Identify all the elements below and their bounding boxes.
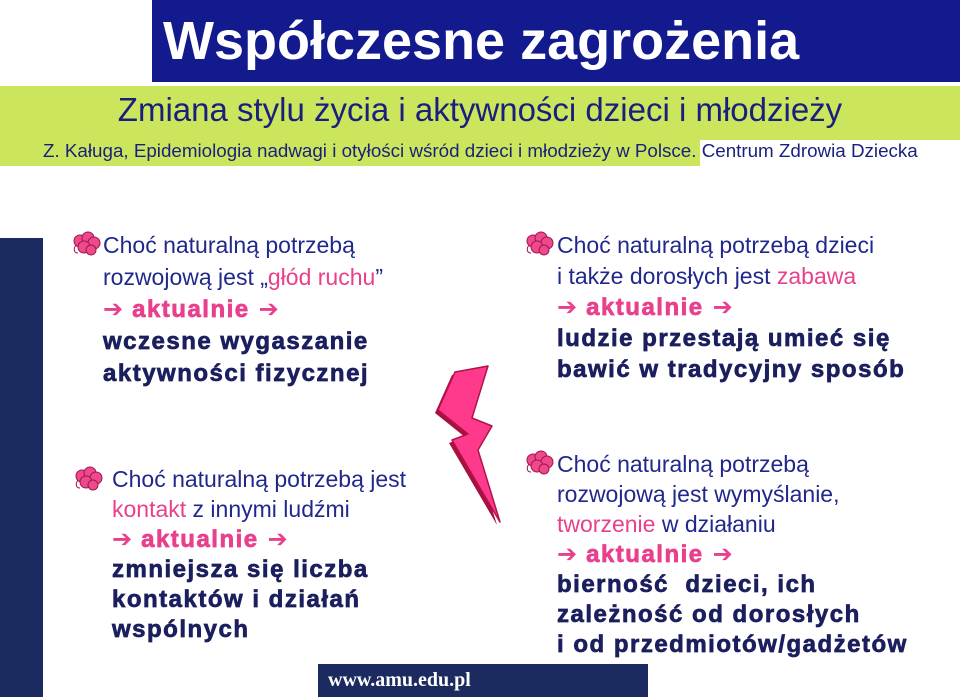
need-text: rozwojową jest wymyślanie, bbox=[557, 481, 840, 507]
need-highlight: zabawa bbox=[776, 263, 857, 289]
heart-bullet-icon bbox=[71, 231, 101, 257]
effect-text: i od przedmiotów/gadżetów bbox=[557, 631, 908, 658]
citation-text: Z. Kaługa, Epidemiologia nadwagi i otyłości wśród dzieci i młodzieży w Polsce. bbox=[43, 140, 702, 161]
effect-text: aktywności fizycznej bbox=[103, 360, 370, 387]
need-line bbox=[557, 479, 908, 509]
need-line bbox=[557, 449, 908, 479]
effect-text: ludzie przestają umieć się bbox=[557, 325, 891, 352]
arrow-right-icon: ➔ bbox=[258, 295, 279, 323]
trend-line bbox=[103, 293, 383, 326]
arrow-right-icon: ➔ bbox=[557, 293, 578, 321]
need-text: rozwojową jest „ bbox=[103, 264, 268, 290]
slide-title: Współczesne zagrożenia bbox=[163, 11, 800, 71]
need-text: ” bbox=[375, 264, 383, 290]
trend-label: aktualnie bbox=[141, 526, 259, 553]
arrow-right-icon: ➔ bbox=[112, 525, 133, 553]
need-line bbox=[103, 229, 383, 261]
source-citation bbox=[43, 140, 918, 162]
need-text: w działaniu bbox=[655, 511, 776, 537]
trend-label: aktualnie bbox=[586, 294, 704, 321]
need-highlight: głód ruchu bbox=[267, 264, 376, 290]
need-text: Choć naturalną potrzebą dzieci bbox=[557, 232, 875, 258]
need-highlight: kontakt bbox=[112, 496, 187, 522]
trend-line bbox=[557, 292, 905, 323]
arrow-right-icon: ➔ bbox=[712, 293, 733, 321]
footer-bar bbox=[318, 664, 648, 697]
effect-line bbox=[112, 555, 406, 585]
trend-line bbox=[557, 539, 908, 570]
effect-text: wspólnych bbox=[112, 616, 250, 643]
effect-line bbox=[557, 600, 908, 630]
title-bar bbox=[152, 0, 960, 82]
effect-line bbox=[112, 615, 406, 645]
need-line bbox=[112, 464, 406, 494]
heart-bullet-icon bbox=[524, 450, 554, 476]
effect-line bbox=[557, 570, 908, 600]
heart-bullet-icon bbox=[73, 466, 103, 492]
trend-line bbox=[112, 524, 406, 555]
block-play bbox=[557, 230, 905, 385]
need-text: Choć naturalną potrzebą bbox=[557, 451, 809, 477]
effect-text: bawić w tradycyjny sposób bbox=[557, 356, 906, 383]
slide-subtitle: Zmiana stylu życia i aktywności dzieci i młodzieży bbox=[117, 91, 843, 128]
need-line bbox=[557, 230, 905, 261]
effect-text: zależność od dorosłych bbox=[557, 601, 861, 628]
block-contact bbox=[112, 464, 406, 645]
need-text: Choć naturalną potrzebą jest bbox=[112, 466, 407, 492]
arrow-right-icon: ➔ bbox=[103, 295, 124, 323]
effect-line bbox=[557, 323, 905, 354]
heart-bullet-icon bbox=[524, 231, 554, 257]
need-highlight: tworzenie bbox=[557, 511, 656, 537]
trend-label: aktualnie bbox=[132, 296, 250, 323]
need-line bbox=[557, 261, 905, 292]
arrow-right-icon: ➔ bbox=[267, 525, 288, 553]
need-line bbox=[112, 494, 406, 524]
arrow-right-icon: ➔ bbox=[712, 540, 733, 568]
need-text: Choć naturalną potrzebą bbox=[103, 232, 355, 258]
effect-text: zmniejsza się liczba bbox=[112, 556, 369, 583]
effect-line bbox=[103, 358, 383, 390]
block-movement bbox=[103, 229, 383, 390]
effect-text: bierność dzieci, ich bbox=[557, 571, 817, 598]
effect-line bbox=[557, 354, 905, 385]
effect-line bbox=[103, 326, 383, 358]
need-text: z innymi ludźmi bbox=[186, 496, 350, 522]
need-line bbox=[557, 509, 908, 539]
institution-text: Centrum Zdrowia Dziecka bbox=[701, 140, 918, 161]
arrow-right-icon: ➔ bbox=[557, 540, 578, 568]
effect-line bbox=[112, 585, 406, 615]
footer-url: www.amu.edu.pl bbox=[328, 669, 471, 691]
block-creativity bbox=[557, 449, 908, 660]
lightning-bolt-icon bbox=[425, 360, 510, 530]
sidebar-stripe bbox=[0, 238, 43, 697]
need-text: i także dorosłych jest bbox=[557, 263, 777, 289]
trend-label: aktualnie bbox=[586, 541, 704, 568]
need-line bbox=[103, 261, 383, 293]
effect-text: wczesne wygaszanie bbox=[103, 328, 369, 355]
effect-line bbox=[557, 630, 908, 660]
effect-text: kontaktów i działań bbox=[112, 586, 361, 613]
